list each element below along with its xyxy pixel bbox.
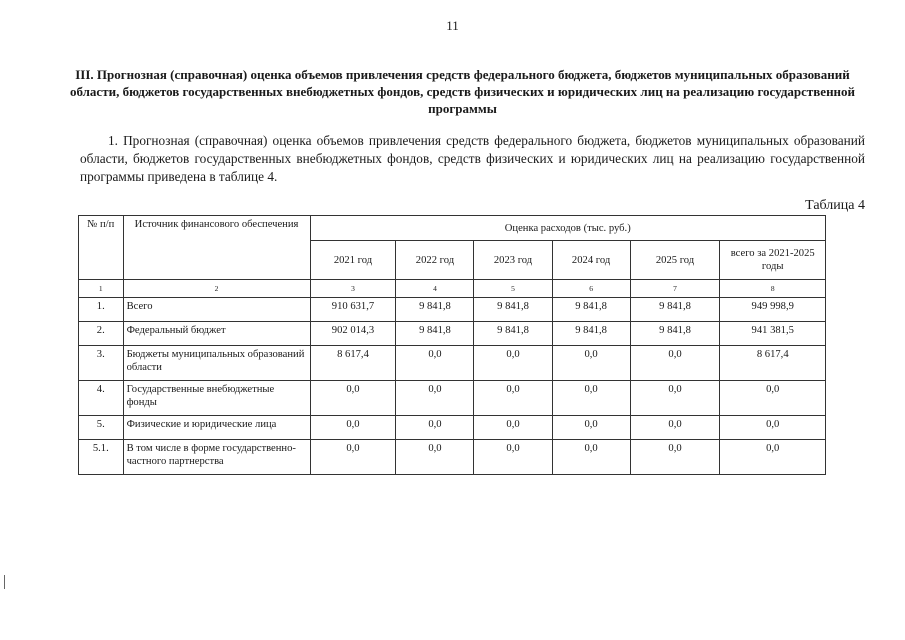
row-num: 5.1. — [79, 440, 124, 475]
table-row — [79, 416, 826, 440]
row-value: 0,0 — [630, 416, 720, 440]
header-source: Источник финансового обеспечения — [123, 216, 310, 280]
row-value: 0,0 — [720, 381, 826, 416]
row-value: 8 617,4 — [310, 346, 396, 381]
row-value: 0,0 — [552, 440, 630, 475]
row-value: 0,0 — [630, 381, 720, 416]
row-value: 0,0 — [310, 416, 396, 440]
row-source: Государственные внебюджетные фонды — [123, 381, 310, 416]
index-cell: 8 — [720, 280, 826, 298]
row-value: 0,0 — [720, 416, 826, 440]
row-num: 5. — [79, 416, 124, 440]
row-value: 9 841,8 — [552, 322, 630, 346]
row-num: 4. — [79, 381, 124, 416]
index-cell: 1 — [79, 280, 124, 298]
header-total: всего за 2021-2025 годы — [720, 241, 826, 280]
index-cell: 5 — [474, 280, 552, 298]
index-cell: 3 — [310, 280, 396, 298]
row-value: 9 841,8 — [474, 298, 552, 322]
table-label: Таблица 4 — [805, 198, 865, 213]
section-heading: III. Прогнозная (справочная) оценка объемов привлечения средств федерального бюджета, бюджетов муниципальных образований области, бюджетов государственных внебюджетных фондов, средств физических и юридических лиц на реализацию государственной программы — [69, 67, 856, 116]
row-value: 0,0 — [474, 381, 552, 416]
row-value: 902 014,3 — [310, 322, 396, 346]
row-value: 0,0 — [474, 346, 552, 381]
index-cell: 6 — [552, 280, 630, 298]
row-value: 9 841,8 — [474, 322, 552, 346]
row-value: 949 998,9 — [720, 298, 826, 322]
table-row — [79, 346, 826, 381]
row-value: 0,0 — [474, 440, 552, 475]
row-source: Всего — [123, 298, 310, 322]
row-value: 0,0 — [396, 416, 474, 440]
header-year-2021: 2021 год — [310, 241, 396, 280]
row-value: 0,0 — [552, 346, 630, 381]
row-value: 0,0 — [720, 440, 826, 475]
row-source: Бюджеты муниципальных образований области — [123, 346, 310, 381]
row-value: 9 841,8 — [630, 322, 720, 346]
table-row — [79, 440, 826, 475]
row-value: 0,0 — [474, 416, 552, 440]
row-value: 9 841,8 — [396, 322, 474, 346]
row-source: В том числе в форме государственно-частного партнерства — [123, 440, 310, 475]
header-group: Оценка расходов (тыс. руб.) — [310, 216, 825, 241]
index-row — [79, 280, 826, 298]
row-value: 0,0 — [630, 346, 720, 381]
row-value: 0,0 — [552, 416, 630, 440]
row-source: Федеральный бюджет — [123, 322, 310, 346]
row-num: 2. — [79, 322, 124, 346]
row-value: 0,0 — [310, 381, 396, 416]
page-number: 11 — [446, 18, 459, 33]
header-year-2024: 2024 год — [552, 241, 630, 280]
funding-table — [78, 215, 826, 475]
table-row — [79, 298, 826, 322]
row-value: 910 631,7 — [310, 298, 396, 322]
row-value: 0,0 — [630, 440, 720, 475]
intro-paragraph: 1. Прогнозная (справочная) оценка объемов привлечения средств федерального бюджета, бюджетов муниципальных образований области, бюджетов государственных внебюджетных фондов, средств физических и юридических лиц на реализацию государственной программы приведена в таблице 4. — [80, 133, 865, 184]
index-cell: 7 — [630, 280, 720, 298]
table-row — [79, 381, 826, 416]
row-value: 9 841,8 — [552, 298, 630, 322]
row-num: 1. — [79, 298, 124, 322]
row-value: 9 841,8 — [396, 298, 474, 322]
header-num: № п/п — [79, 216, 124, 280]
row-value: 0,0 — [396, 346, 474, 381]
index-cell: 2 — [123, 280, 310, 298]
header-year-2022: 2022 год — [396, 241, 474, 280]
header-year-2025: 2025 год — [630, 241, 720, 280]
row-value: 0,0 — [396, 440, 474, 475]
row-value: 941 381,5 — [720, 322, 826, 346]
row-value: 0,0 — [552, 381, 630, 416]
table-row — [79, 322, 826, 346]
row-value: 0,0 — [310, 440, 396, 475]
index-cell: 4 — [396, 280, 474, 298]
scan-mark — [4, 575, 5, 589]
row-value: 8 617,4 — [720, 346, 826, 381]
row-num: 3. — [79, 346, 124, 381]
header-year-2023: 2023 год — [474, 241, 552, 280]
row-value: 0,0 — [396, 381, 474, 416]
row-source: Физические и юридические лица — [123, 416, 310, 440]
row-value: 9 841,8 — [630, 298, 720, 322]
